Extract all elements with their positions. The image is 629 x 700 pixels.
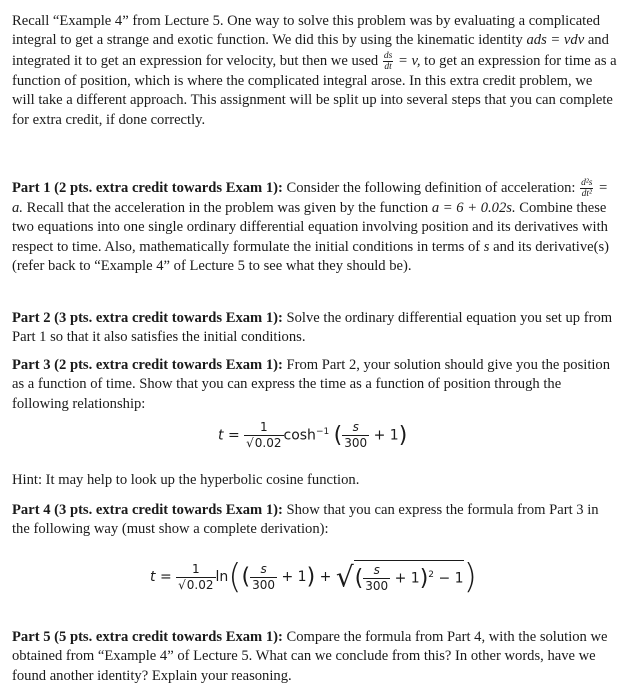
eq2-left-paren: ( (241, 564, 251, 590)
eq1-inverse-exponent: −1 (315, 426, 330, 437)
eq2-inner-fraction (250, 562, 277, 593)
acceleration-function: a = 6 + 0.02s. (431, 200, 516, 216)
eq2-outer-left-paren: ( (228, 557, 242, 597)
velocity-equals: = v, (394, 52, 421, 69)
eq2-sq-plus-one: + 1 (394, 570, 420, 587)
ds-dt-fraction (383, 51, 393, 72)
eq2-sqrt-body (354, 560, 464, 594)
eq2-sq-left-paren: ( (354, 565, 364, 591)
equation-cosh (218, 420, 407, 451)
eq2-sq-inner-denominator: 300 (365, 579, 389, 593)
intro-text-3: to get an expression for time as a function of position, which is where the complicated integral arose. In this extra credit problem, we will take a different approach. This assignment will be split up into several steps that you can complete for extra credit, if done correctly. (12, 52, 617, 128)
eq2-sq-inner-numerator: s (363, 563, 390, 579)
part5-paragraph (12, 628, 618, 686)
eq2-plus: + (319, 569, 332, 585)
part2-title: Part 2 (3 pts. extra credit towards Exam 1): (12, 310, 283, 326)
eq2-right-paren: ) (306, 564, 316, 590)
eq2-minus-one: − 1 (438, 570, 464, 587)
part3-paragraph (12, 356, 618, 414)
intro-paragraph (12, 12, 618, 130)
eq2-square-exponent: 2 (428, 569, 435, 580)
eq1-plus-one: + 1 (373, 427, 399, 444)
eq2-radicand: 0.02 (186, 577, 214, 592)
eq1-denominator: √0.02 (246, 436, 282, 450)
intro-text-2: and integrated it to get an expression for velocity, but then we used (12, 32, 609, 69)
hint-text: Hint: It may help to look up the hyperbolic cosine function. (12, 472, 360, 488)
eq2-ln: ln (215, 569, 229, 585)
eq2-numerator: 1 (176, 562, 215, 578)
second-derivative-denominator: dt² (581, 189, 592, 199)
eq2-outer-right-paren: ) (463, 557, 477, 597)
part4-text: Show that you can express the formula from Part 3 in the following way (must show a complete derivation): (12, 502, 599, 538)
intro-text-1: Recall “Example 4” from Lecture 5. One way to solve this problem was by evaluating a complicated integral to get a strange and exotic function. We did this by using the kinematic identity (12, 13, 601, 49)
eq1-numerator: 1 (244, 420, 283, 436)
eq2-denominator: √0.02 (178, 577, 214, 592)
second-derivative-fraction (580, 178, 593, 199)
eq2-plus-one: + 1 (281, 569, 307, 585)
eq1-inner-fraction (342, 420, 369, 451)
eq1-inner-numerator: s (342, 420, 369, 436)
equation-ln (150, 557, 477, 597)
eq1-left-paren: ( (333, 422, 343, 448)
part5-text: Compare the formula from Part 4, with the solution we obtained from “Example 4” of Lecture 5. What can we conclude from this? In other words, have we found another identity? Explain your reasoning. (12, 629, 608, 684)
eq2-sq-right-paren: ) (419, 565, 429, 591)
position-symbol: s (483, 238, 490, 255)
part1-text-1: Consider the following definition of acceleration: (282, 179, 576, 196)
part1-text-2: Recall that the acceleration in the problem was given by the function (22, 200, 432, 216)
eq2-fraction (176, 562, 215, 593)
part3-title: Part 3 (2 pts. extra credit towards Exam 1): (12, 357, 283, 373)
ds-dt-numerator: ds (383, 50, 393, 61)
eq1-cosh: cosh (283, 427, 316, 444)
kinematic-identity: ads = vdv (526, 32, 585, 49)
part1-text-3: Combine these two equations into one single ordinary differential equation involving position and its derivatives with respect to time. Also, mathematically formulate the initial conditions in terms of (12, 200, 608, 255)
eq2-inner-denominator: 300 (252, 577, 276, 592)
eq1-right-paren: ) (398, 422, 408, 448)
part4-title: Part 4 (3 pts. extra credit towards Exam 1): (12, 502, 283, 518)
acceleration-equals: = a. (12, 179, 608, 216)
part5-title: Part 5 (5 pts. extra credit towards Exam 1): (12, 629, 283, 645)
eq2-lhs: t = (150, 569, 172, 585)
eq1-radicand: 0.02 (254, 436, 282, 450)
eq2-sq-inner-fraction (363, 563, 390, 594)
hint-paragraph (12, 471, 618, 490)
part1-title: Part 1 (2 pts. extra credit towards Exam 1): (12, 179, 283, 196)
eq1-lhs: t = (218, 427, 240, 444)
part4-paragraph (12, 501, 618, 540)
eq1-fraction (244, 420, 283, 451)
part3-text: From Part 2, your solution should give you the position as a function of time. Show that you can express the time as a function of position through the following relationship: (12, 357, 611, 412)
part1-paragraph (12, 178, 618, 277)
second-derivative-numerator: d²s (581, 178, 593, 188)
eq1-inner-denominator: 300 (344, 436, 368, 450)
part2-text: Solve the ordinary differential equation you set up from Part 1 so that it also satisfies the initial conditions. (12, 310, 613, 346)
eq2-inner-numerator: s (250, 562, 277, 578)
eq2-sqrt-sign: √ (335, 560, 354, 594)
part2-paragraph (12, 309, 618, 348)
part1-text-4: and its derivative(s) (refer back to “Example 4” of Lecture 5 to see what they should be). (12, 238, 610, 275)
ds-dt-denominator: dt (384, 61, 392, 72)
